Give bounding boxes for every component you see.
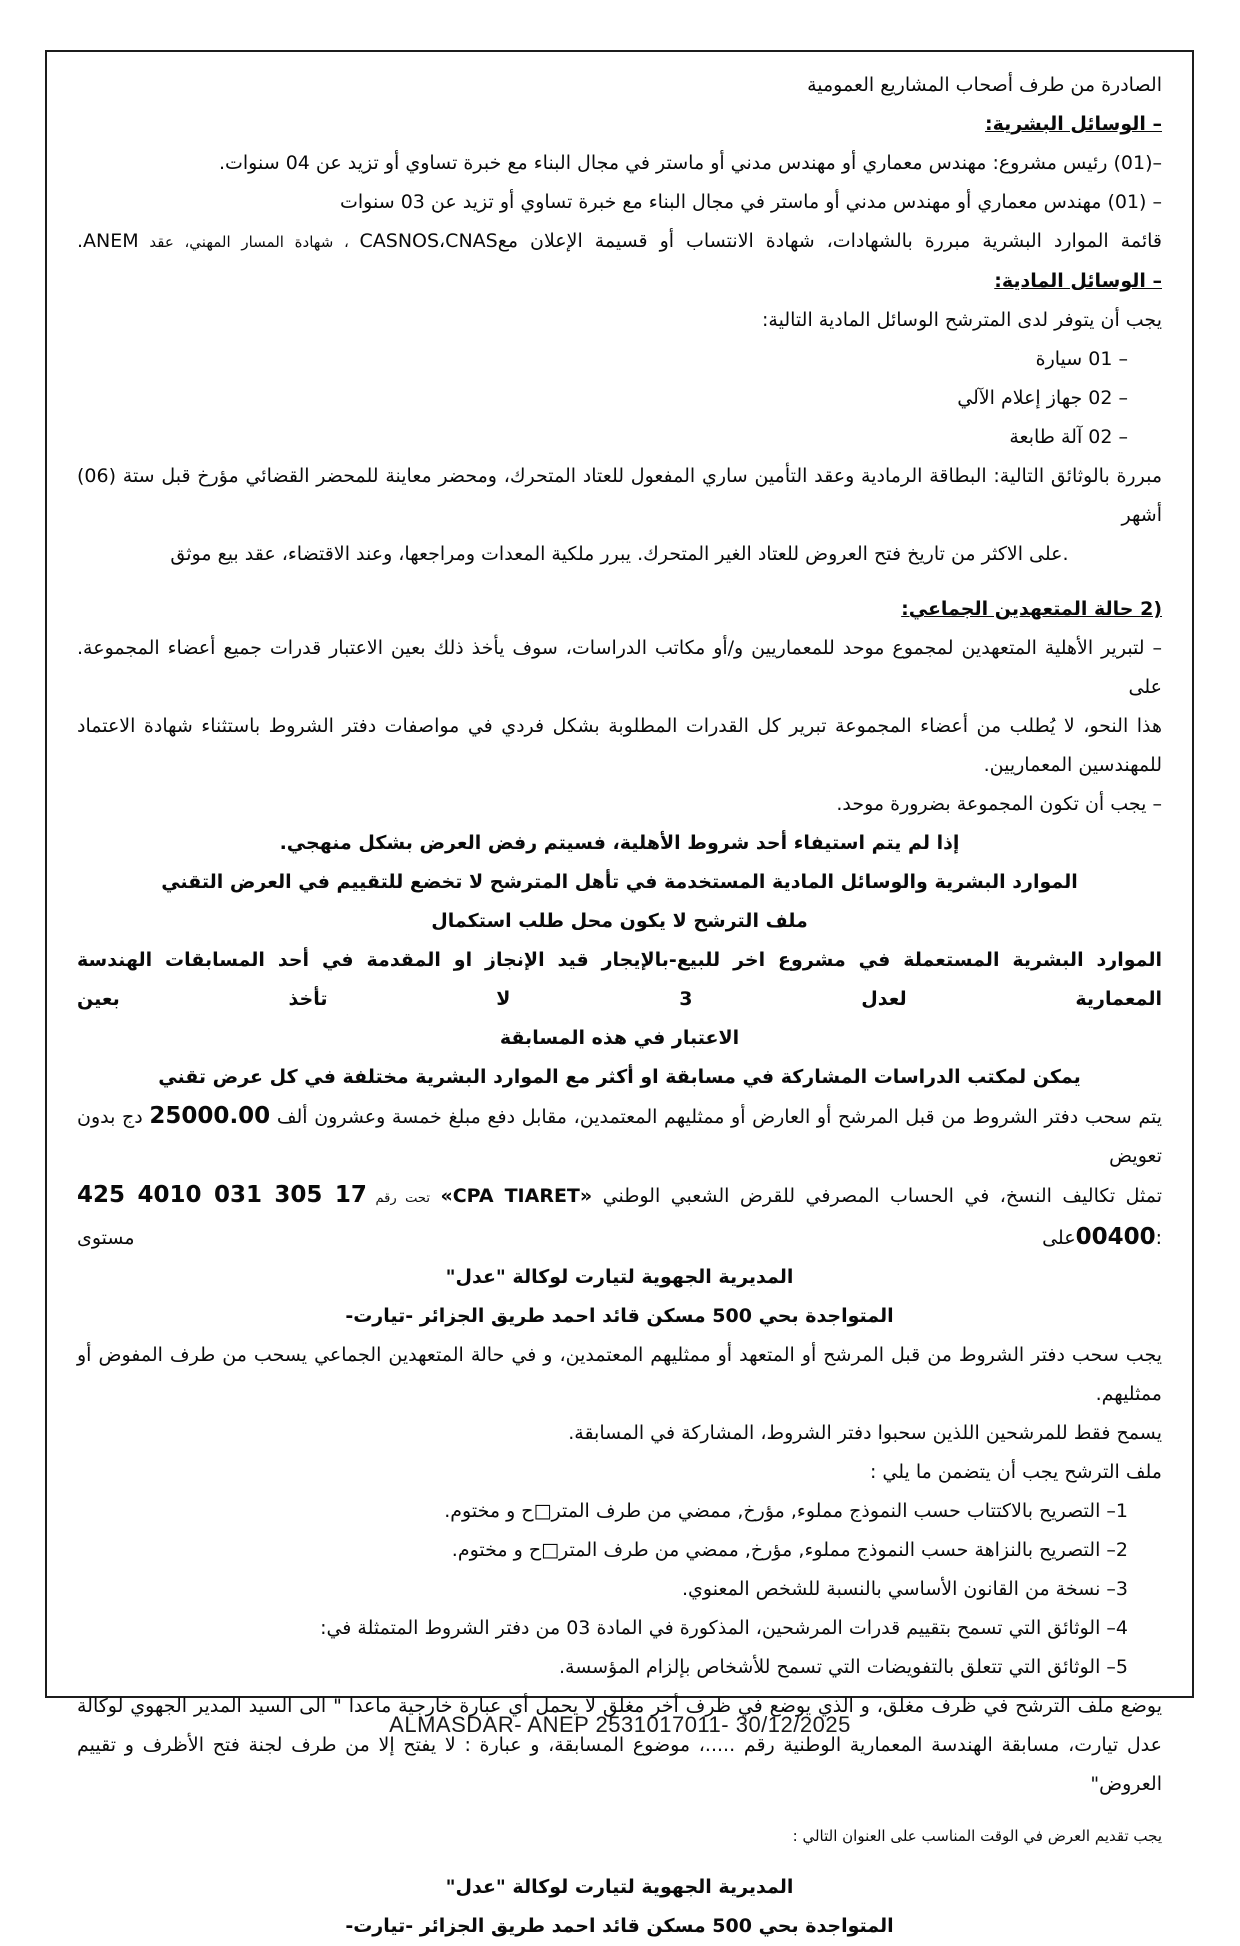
text-run: ملف الترشح يجب أن يتضمن ما يلي : [869, 1461, 1162, 1483]
paragraph-15 [77, 707, 1162, 746]
paragraph-7 [77, 301, 1162, 340]
text-run: ، شهادة المسار المهني، عقد [138, 233, 360, 251]
text-run: .على الاكثر من تاريخ فتح العروض للعتاد الغير المتحرك. يبرر ملكية المعدات ومراجعها، وعند الاقتضاء، عقد بيع موثق [170, 543, 1069, 565]
text-run: 2) [1140, 598, 1162, 620]
text-run: الصادرة من طرف أصحاب المشاريع العمومية [807, 74, 1162, 96]
paragraph-18 [77, 824, 1162, 863]
paragraph-2 [77, 105, 1162, 144]
paragraph-38 [77, 1816, 1162, 1856]
paragraph-32 [77, 1531, 1162, 1570]
text-run: 2– التصريح بالنزاهة حسب النموذج مملوء, مؤرخ, ممضي من طرف المتر□ح و مختوم. [451, 1539, 1128, 1561]
paragraph-13 [77, 590, 1162, 629]
paragraph-33 [77, 1570, 1162, 1609]
text-run: يجب سحب دفتر الشروط من قبل المرشح أو المتعهد أو ممثليهم المعتمدين، و في حالة المتعهدين الجماعي يسحب من طرف المفوض أو ممثليهم. [77, 1344, 1162, 1405]
text-run: هذا النحو، لا يُطلب من أعضاء المجموعة تبرير كل القدرات المطلوبة بشكل فردي في مواصفات دفتر الشروط باستثناء شهادة الاعتماد [77, 715, 1162, 737]
text-run: ‏ ‏ [429, 1185, 441, 1207]
paragraph-29 [77, 1414, 1162, 1453]
text-run: ANEM. [77, 230, 139, 252]
paragraph-22 [77, 1019, 1162, 1058]
text-run: – 02 آلة طابعة [1009, 426, 1128, 448]
text-run: 25000.00 [149, 1103, 271, 1129]
paragraph-39 [77, 1868, 1162, 1907]
text-run: الموارد البشرية المستعملة في مشروع اخر للبيع-بالإيجار قيد الإنجاز او المقدمة في أحد المسابقات الهندسة المعمارية لعدل 3 لا تأخذ بعين [77, 949, 1162, 1010]
text-run: «CPA TIARET» [440, 1185, 593, 1207]
paragraph-28 [77, 1336, 1162, 1414]
text-run: – لتبرير الأهلية المتعهدين لمجموع موحد للمعماريين و/أو مكاتب الدراسات، سوف يأخذ ذلك بعين الاعتبار قدرات جميع أعضاء المجموعة. على [77, 637, 1162, 698]
paragraph-24 [77, 1097, 1162, 1176]
text-run: 1– التصريح بالاكتتاب حسب النموذج مملوء, مؤرخ, ممضي من طرف المتر□ح و مختوم. [444, 1500, 1128, 1522]
paragraph-27 [77, 1297, 1162, 1336]
text-run: عدل تيارت، مسابقة الهندسة المعمارية الوطنية رقم .....، موضوع المسابقة، و عبارة : لا يفتح إلا من طرف لجنة فتح الأظرف و تقييم العروض" [77, 1734, 1162, 1795]
text-run: على مستوى: [77, 1227, 1162, 1249]
paragraph-31 [77, 1492, 1162, 1531]
paragraph-8 [77, 340, 1162, 379]
text-run: إذا لم يتم استيفاء أحد شروط الأهلية، فسيتم رفض العرض بشكل منهجي. [279, 832, 960, 854]
text-run: المتواجدة بحي 500 مسكن قائد احمد طريق الجزائر -تيارت- [345, 1305, 894, 1327]
paragraph-23 [77, 1058, 1162, 1097]
paragraph-12 [77, 535, 1162, 574]
text-run: دج بدون تعويض [77, 1106, 1162, 1167]
text-run: تمثل تكاليف النسخ، في الحساب المصرفي للقرض الشعبي الوطني [592, 1185, 1163, 1207]
paragraph-21 [77, 941, 1162, 1019]
paragraph-5 [77, 222, 1162, 262]
paragraph-20 [77, 902, 1162, 941]
text-run: 17 305 031 4010 425 00400 [77, 1182, 1156, 1250]
paragraph-25 [77, 1176, 1162, 1258]
text-run: ملف الترشح لا يكون محل طلب استكمال [431, 910, 808, 932]
text-run: يجب تقديم العرض في الوقت المناسب على العنوان التالي : [792, 1827, 1162, 1845]
text-run: يسمح فقط للمرشحين اللذين سحبوا دفتر الشروط، المشاركة في المسابقة. [568, 1422, 1162, 1444]
text-run: المديرية الجهوية لتيارت لوكالة "عدل" [445, 1876, 794, 1898]
text-run: 3– نسخة من القانون الأساسي بالنسبة للشخص المعنوي. [681, 1578, 1128, 1600]
text-run: – 01 سيارة [1035, 348, 1128, 370]
text-run: يتم سحب دفتر الشروط من قبل المرشح أو العارض أو ممثليهم المعتمدين، مقابل دفع مبلغ خمسة وعشرون ألف [270, 1106, 1162, 1128]
text-run: تحت رقم [366, 1191, 430, 1206]
paragraph-11 [77, 457, 1162, 535]
footer-note: ALMASDAR- ANEP 2531017011- 30/12/2025 [389, 1712, 851, 1737]
text-run: – يجب أن تكون المجموعة بضرورة موحد. [836, 793, 1162, 815]
paragraph-35 [77, 1648, 1162, 1687]
text-run: قائمة الموارد البشرية مبررة بالشهادات، شهادة الانتساب أو قسيمة الإعلان مع [497, 230, 1162, 252]
text-run: –(01) رئيس مشروع: مهندس معماري أو مهندس مدني أو ماستر في مجال البناء مع خبرة تساوي أو تزيد عن 04 سنوات. [218, 152, 1162, 174]
paragraph-14 [77, 629, 1162, 707]
text-run: – 02 جهاز إعلام الآلي [957, 387, 1128, 409]
text-run: – الوسائل البشرية: [984, 113, 1162, 135]
paragraph-34 [77, 1609, 1162, 1648]
paragraph-4 [77, 183, 1162, 222]
text-run: 5– الوثائق التي تتعلق بالتفويضات التي تسمح للأشخاص بإلزام المؤسسة. [558, 1656, 1128, 1678]
paragraph-17 [77, 785, 1162, 824]
paragraph-1 [77, 66, 1162, 105]
text-run: – الوسائل المادية: [994, 270, 1162, 292]
text-run: 4– الوثائق التي تسمح بتقييم قدرات المرشحين، المذكورة في المادة 03 من دفتر الشروط المتمثلة في: [320, 1617, 1128, 1639]
text-run: الموارد البشرية والوسائل المادية المستخدمة في تأهل المترشح لا تخضع للتقييم في العرض التقني [161, 871, 1078, 893]
text-run: – (01) مهندس معماري أو مهندس مدني أو ماستر في مجال البناء مع خبرة تساوي أو تزيد عن 03 سنوات [340, 191, 1162, 213]
paragraph-10 [77, 418, 1162, 457]
text-run: يجب أن يتوفر لدى المترشح الوسائل المادية التالية: [762, 309, 1162, 331]
text-run: الاعتبار في هذه المسابقة [499, 1027, 740, 1049]
text-run: يمكن لمكتب الدراسات المشاركة في مسابقة او أكثر مع الموارد البشرية مختلفة في كل عرض تقني [158, 1066, 1081, 1088]
paragraph-30 [77, 1453, 1162, 1492]
paragraph-19 [77, 863, 1162, 902]
text-run: المديرية الجهوية لتيارت لوكالة "عدل" [445, 1266, 794, 1288]
paragraph-16 [77, 746, 1162, 785]
text-run: مبررة بالوثائق التالية: البطاقة الرمادية وعقد التأمين ساري المفعول للعتاد المتحرك، ومحضر معاينة للمحضر القضائي مؤرخ قبل ستة (06) أشهر [77, 465, 1162, 526]
paragraph-9 [77, 379, 1162, 418]
paragraph-40 [77, 1907, 1162, 1946]
paragraph-26 [77, 1258, 1162, 1297]
paragraph-3 [77, 144, 1162, 183]
paragraph-6 [77, 262, 1162, 301]
text-run: يوضع ملف الترشح في ظرف مغلق، و الذي يوضع في ظرف أخر مغلق لا يحمل أي عبارة خارجية ماعدا " الى السيد المدير الجهوي لوكالة [77, 1695, 1162, 1717]
text-run: حالة المتعهدين الجماعي: [901, 598, 1141, 620]
text-run: CASNOS،CNAS [359, 230, 498, 252]
text-run: المتواجدة بحي 500 مسكن قائد احمد طريق الجزائر -تيارت- [345, 1915, 894, 1937]
text-run: للمهندسين المعماريين. [983, 754, 1162, 776]
